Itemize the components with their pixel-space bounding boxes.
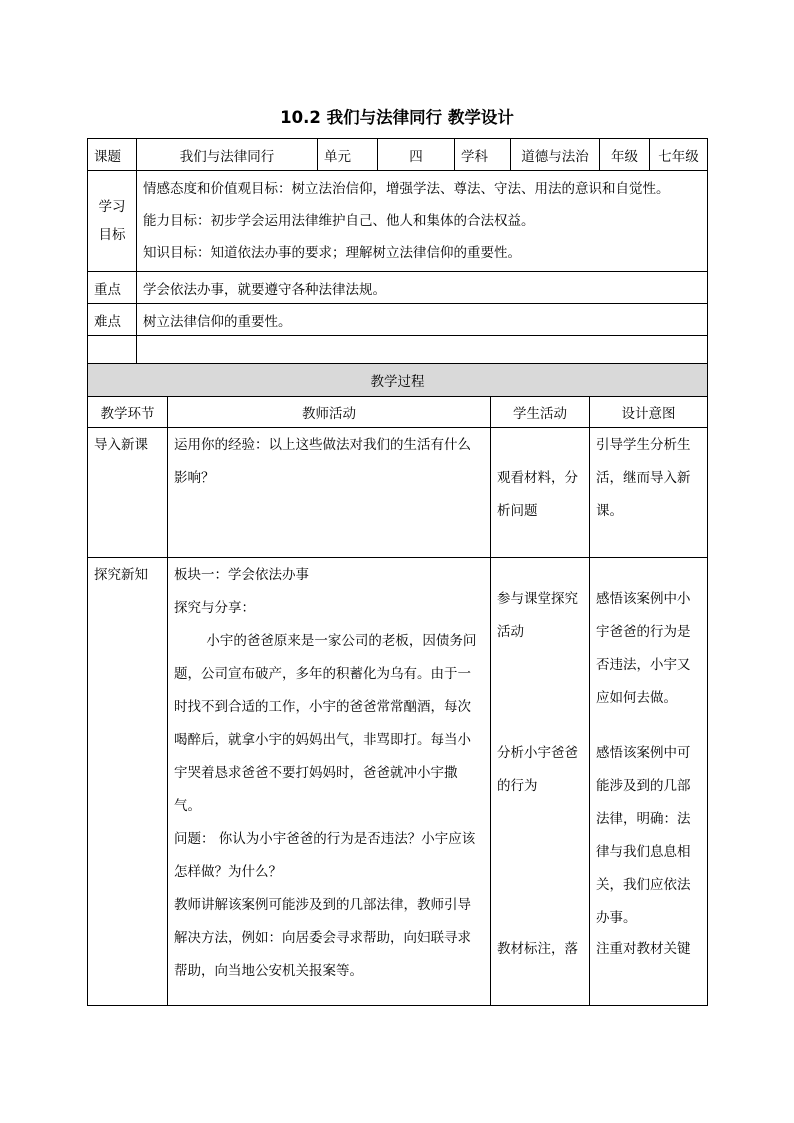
document-title: 10.2 我们与法律同行 教学设计: [280, 108, 514, 127]
key-point-row: [88, 272, 708, 304]
teacher-text: 小宇的爸爸原来是一家公司的老板，因债务问题，公司宣布破产，多年的积蓄化为乌有。由于一时找不到合适的工作，小宇的爸爸常常酗酒，每次喝醉后，就拿小宇的妈妈出气，非骂即打。每当小宇哭着恳求爸爸不要打妈妈时，爸爸就冲小宇撒气。: [174, 633, 477, 814]
label-grade: 年级: [600, 139, 650, 171]
process-header-row: [88, 397, 708, 428]
goal-knowledge: 知识目标：知道依法办事的要求；理解树立法律信仰的重要性。: [143, 245, 521, 261]
intent-text: 感悟该案例中小宇爸爸的行为是否违法，小宇又应如何去做。: [596, 591, 691, 706]
teacher-text: 运用你的经验：以上这些做法对我们的生活有什么影响？: [174, 437, 471, 486]
goals-label-line1: 学习: [98, 199, 126, 215]
stage-cell: 导入新课: [88, 428, 168, 558]
difficulty-text: 树立法律信仰的重要性。: [137, 304, 708, 336]
key-point-label: 重点: [88, 272, 137, 304]
col-header-intent: 设计意图: [590, 397, 708, 428]
goals-label-line2: 目标: [98, 227, 126, 243]
lesson-info-table: [87, 138, 708, 369]
intent-cell: [590, 428, 708, 558]
goal-affective: 情感态度和价值观目标：树立法治信仰，增强学法、尊法、守法、用法的意识和自觉性。: [143, 181, 670, 197]
student-text: 分析小宇爸爸的行为: [497, 745, 578, 794]
intent-text: 感悟该案例中可能涉及到的几部法律，明确：法律与我们息息相关，我们应依法办事。: [596, 745, 691, 926]
process-heading: 教学过程: [88, 364, 708, 397]
col-header-teacher: 教师活动: [168, 397, 491, 428]
label-unit: 单元: [318, 139, 378, 171]
teacher-cell: [168, 558, 491, 1006]
student-text: 参与课堂探究活动: [497, 591, 578, 640]
difficulty-row: [88, 304, 708, 336]
goals-row: [88, 171, 708, 272]
student-text: 教材标注，落: [497, 941, 578, 957]
intent-cell: [590, 558, 708, 1006]
topic-value: 我们与法律同行: [137, 139, 318, 171]
subject-value: 道德与法治: [511, 139, 600, 171]
table-row: [88, 428, 708, 558]
stage-cell: 探究新知: [88, 558, 168, 1006]
intent-text: 引导学生分析生活，继而导入新课。: [596, 437, 691, 519]
goal-ability: 能力目标：初步学会运用法律维护自己、他人和集体的合法权益。: [143, 213, 535, 229]
goals-content: [137, 171, 708, 272]
teacher-text: 教师讲解该案例可能涉及到的几部法律，教师引导解决方法，例如：向居委会寻求帮助，向妇联寻求帮助，向当地公安机关报案等。: [174, 897, 471, 979]
teacher-text: 板块一：学会依法办事: [174, 567, 309, 583]
label-topic: 课题: [88, 139, 137, 171]
teacher-text: 探究与分享：: [174, 600, 255, 616]
teacher-text: 问题： 你认为小宇爸爸的行为是否违法？小宇应该怎样做？为什么？: [174, 831, 476, 880]
table-row: [88, 558, 708, 1006]
info-row: [88, 139, 708, 171]
unit-value: 四: [378, 139, 455, 171]
student-text: 观看材料，分析问题: [497, 470, 578, 519]
key-point-text: 学会依法办事，就要遵守各种法律法规。: [137, 272, 708, 304]
intent-text: 注重对教材关键: [596, 941, 691, 957]
student-cell: [491, 558, 590, 1006]
student-cell: [491, 428, 590, 558]
goals-label: [88, 171, 137, 272]
teaching-process-table: [87, 363, 708, 1006]
grade-value: 七年级: [650, 139, 708, 171]
teacher-cell: [168, 428, 491, 558]
process-heading-row: [88, 364, 708, 397]
col-header-student: 学生活动: [491, 397, 590, 428]
difficulty-label: 难点: [88, 304, 137, 336]
col-header-stage: 教学环节: [88, 397, 168, 428]
label-subject: 学科: [455, 139, 511, 171]
